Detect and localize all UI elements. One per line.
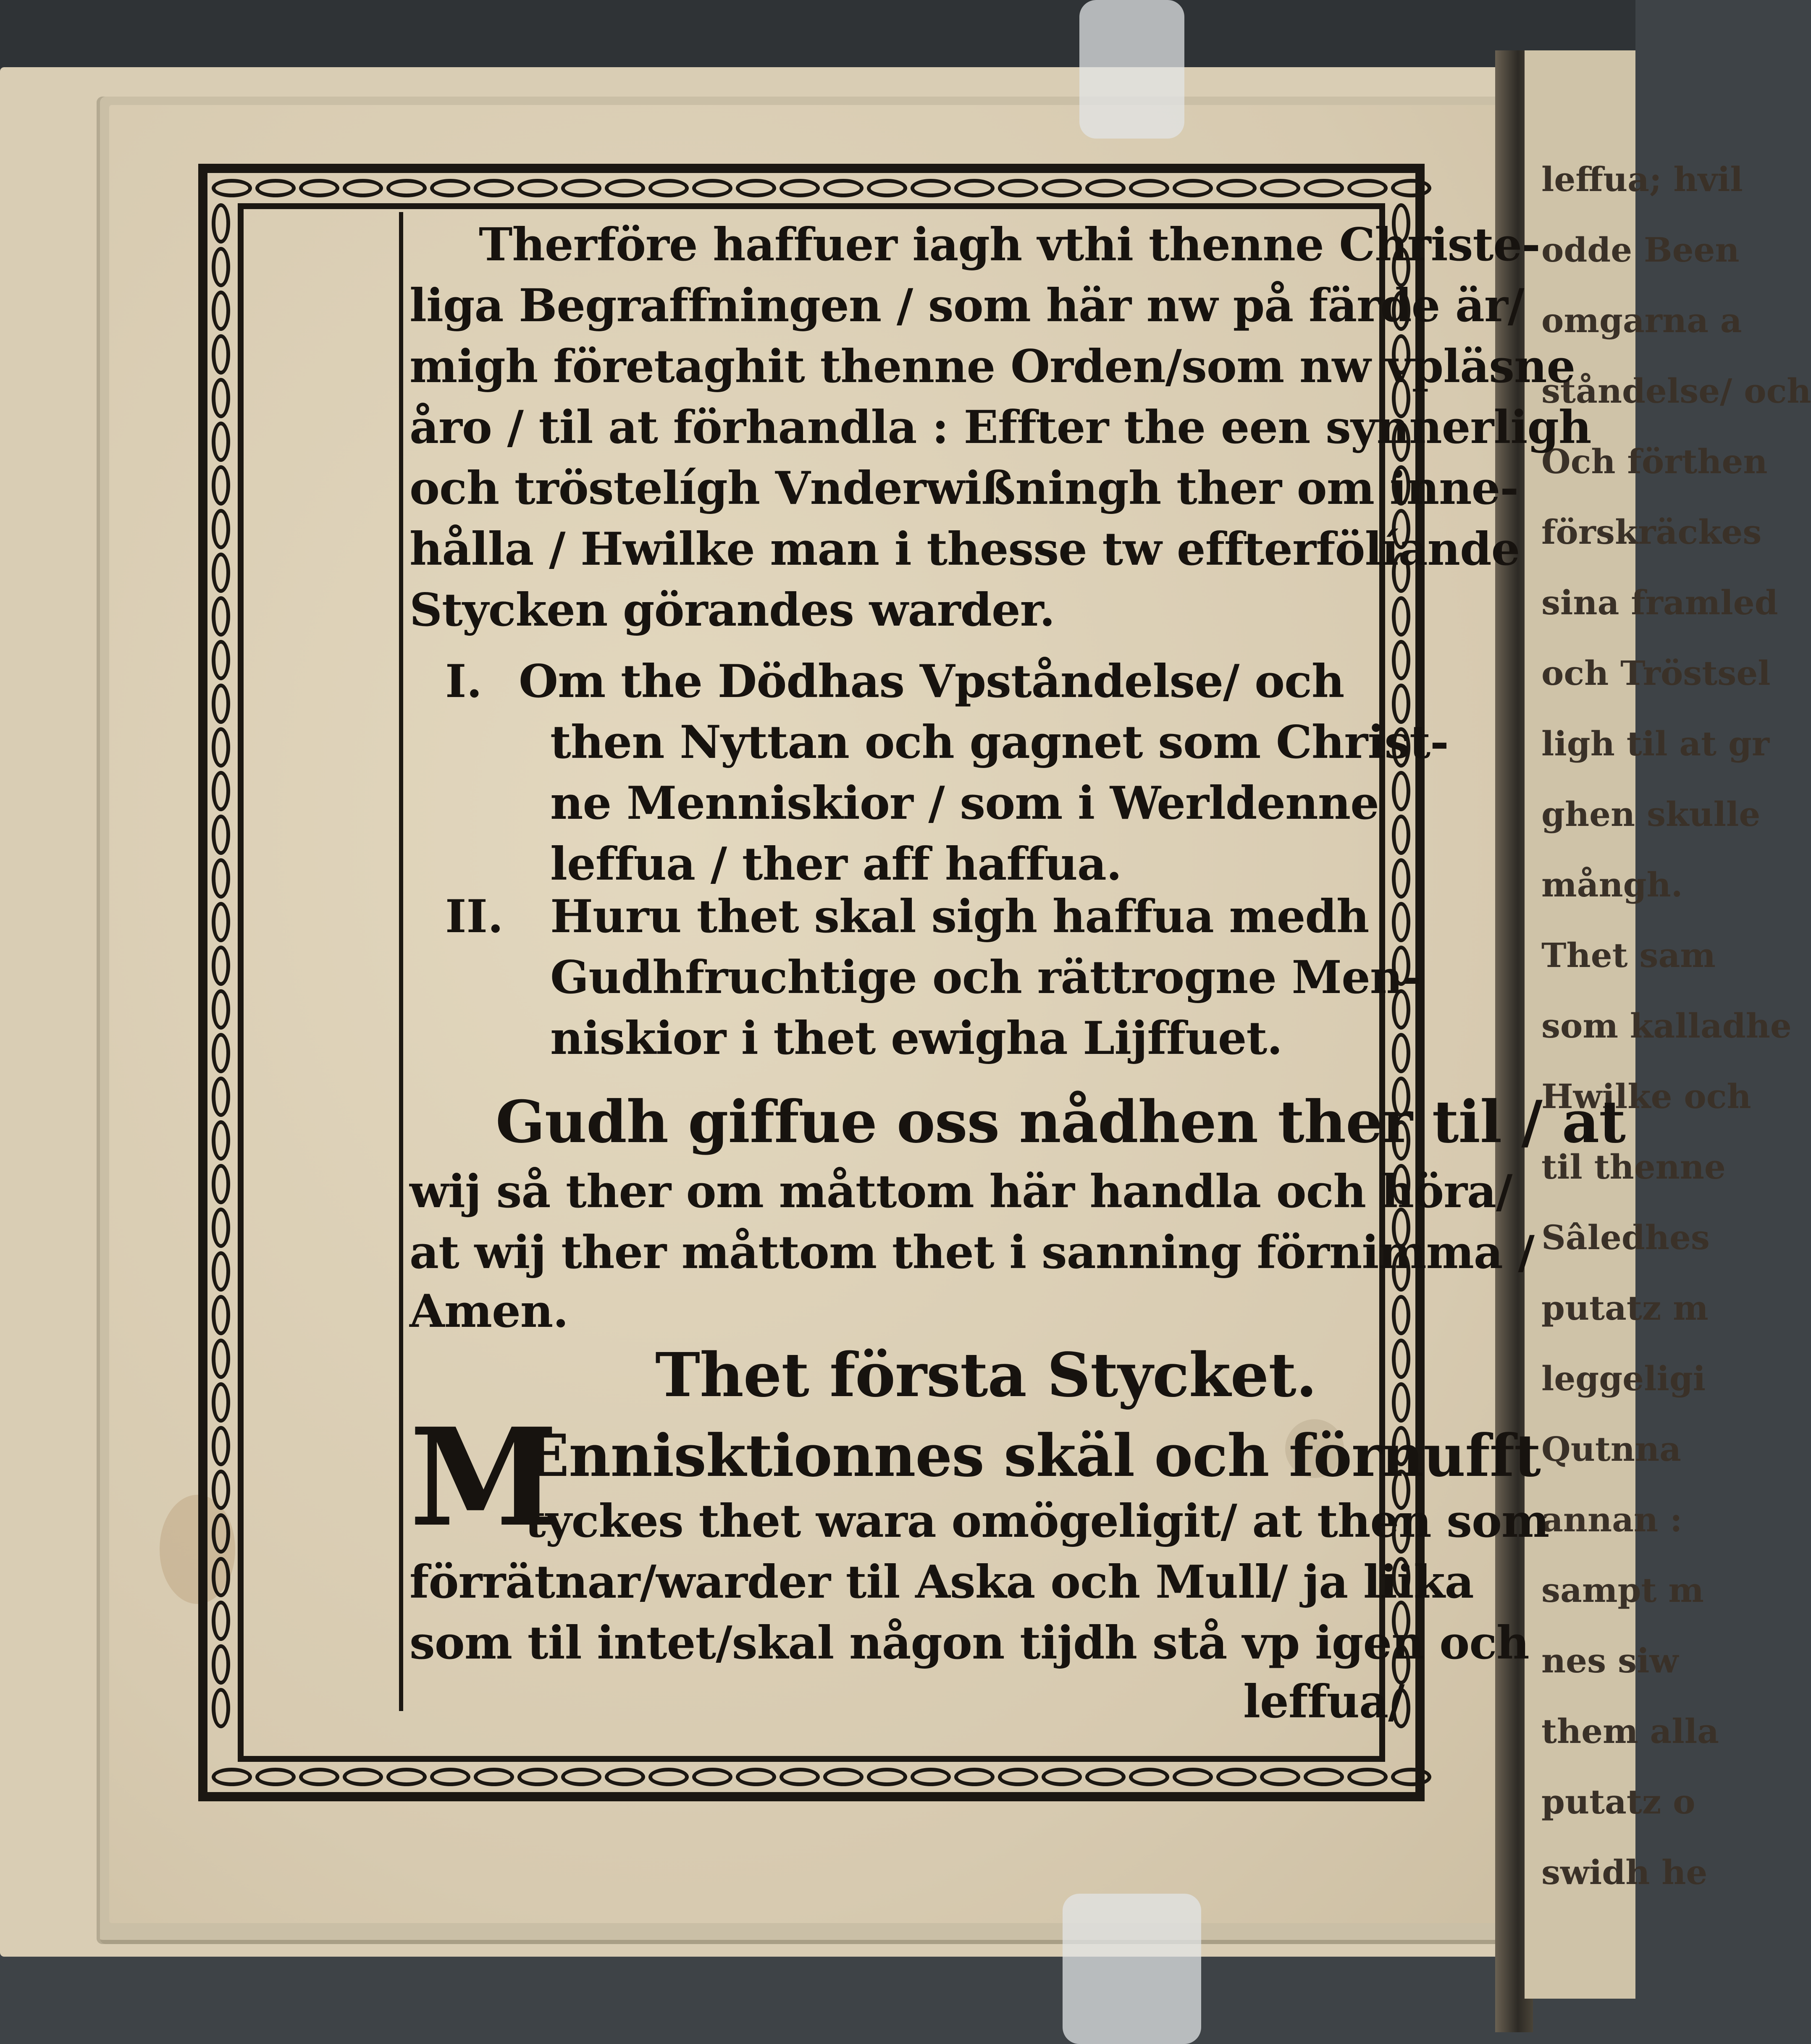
border-link-ornament — [561, 1768, 601, 1786]
facing-page-line: Sâledhes — [1541, 1218, 1710, 1257]
facing-page-line: putatz m — [1541, 1288, 1709, 1328]
border-chain-left — [208, 202, 234, 1764]
facing-page-line: Qutnna — [1541, 1429, 1681, 1469]
border-link-ornament — [212, 1164, 230, 1204]
border-link-ornament — [212, 858, 230, 899]
facing-page-line: mångh. — [1541, 865, 1683, 904]
border-link-ornament — [1392, 1295, 1410, 1335]
section-line: tyckes thet wara omögeligit/ at then som — [525, 1495, 1549, 1548]
border-link-ornament — [212, 1382, 230, 1423]
border-link-ornament — [648, 1768, 689, 1786]
border-link-ornament — [911, 179, 951, 197]
border-link-ornament — [212, 771, 230, 811]
border-link-ornament — [212, 684, 230, 724]
section-line: som til intet/skal någon tijdh stå vp igen och — [409, 1617, 1529, 1669]
border-link-ornament — [212, 378, 230, 418]
border-link-ornament — [1216, 1768, 1257, 1786]
border-link-ornament — [517, 1768, 558, 1786]
intro-line: och tröstelígh Vnderwißningh ther om inne- — [409, 462, 1519, 515]
facing-page-line: leggeligi — [1541, 1359, 1706, 1398]
facing-page-line: Thet sam — [1541, 936, 1716, 975]
border-link-ornament — [212, 902, 230, 942]
point-line: niskior i thet ewigha Lijffuet. — [550, 1012, 1282, 1065]
border-link-ornament — [386, 179, 427, 197]
border-link-ornament — [736, 179, 776, 197]
facing-page-line: leffua; hvil — [1541, 160, 1743, 199]
border-link-ornament — [1173, 179, 1213, 197]
border-link-ornament — [867, 179, 907, 197]
intro-line: liga Begraffningen / som här nw på färde är/ — [409, 279, 1524, 332]
border-link-ornament — [212, 1033, 230, 1073]
point-number: II. — [445, 890, 504, 943]
point-line: Gudhfruchtige och rättrogne Men- — [550, 951, 1421, 1004]
border-link-ornament — [823, 179, 864, 197]
facing-page-line: som kalladhe — [1541, 1006, 1792, 1046]
border-link-ornament — [780, 179, 820, 197]
prayer-line: Amen. — [409, 1285, 568, 1338]
border-link-ornament — [1391, 1768, 1431, 1786]
border-link-ornament — [386, 1768, 427, 1786]
section-line: förrätnar/warder til Aska och Mull/ ja liika — [409, 1556, 1474, 1609]
point-line: Huru thet skal sigh haffua medh — [550, 890, 1369, 943]
border-link-ornament — [212, 1601, 230, 1641]
border-link-ornament — [212, 1077, 230, 1117]
border-link-ornament — [212, 1644, 230, 1685]
border-link-ornament — [474, 179, 514, 197]
facing-page-line: ligh til at gr — [1541, 724, 1770, 763]
point-line: Om the Dödhas Vpståndelse/ och — [519, 655, 1344, 708]
border-link-ornament — [1304, 1768, 1344, 1786]
border-link-ornament — [212, 946, 230, 986]
border-link-ornament — [212, 989, 230, 1030]
border-link-ornament — [212, 465, 230, 506]
border-link-ornament — [1392, 1339, 1410, 1379]
border-link-ornament — [1392, 1382, 1410, 1423]
border-link-ornament — [998, 179, 1038, 197]
border-link-ornament — [692, 1768, 732, 1786]
border-link-ornament — [212, 1470, 230, 1510]
border-link-ornament — [212, 422, 230, 462]
prayer-line: Gudh giffue oss nådhen ther til / at — [496, 1088, 1625, 1156]
border-link-ornament — [561, 179, 601, 197]
border-link-ornament — [605, 1768, 645, 1786]
border-link-ornament — [299, 1768, 339, 1786]
border-link-ornament — [474, 1768, 514, 1786]
border-link-ornament — [1392, 858, 1410, 899]
border-link-ornament — [212, 1295, 230, 1335]
border-link-ornament — [1216, 179, 1257, 197]
border-link-ornament — [1129, 1768, 1169, 1786]
border-link-ornament — [212, 1513, 230, 1554]
border-link-ornament — [605, 179, 645, 197]
intro-line: migh företaghit thenne Orden/som nw vpläsne — [409, 340, 1575, 393]
drop-cap: M — [409, 1399, 559, 1557]
border-link-ornament — [212, 1557, 230, 1597]
border-link-ornament — [1392, 815, 1410, 855]
border-link-ornament — [517, 179, 558, 197]
border-link-ornament — [1304, 179, 1344, 197]
facing-page-line: sampt m — [1541, 1570, 1704, 1610]
border-chain-top — [210, 176, 1413, 201]
border-link-ornament — [1392, 771, 1410, 811]
facing-page-line: til thenne — [1541, 1147, 1726, 1187]
point-line: leffua / ther aff haffua. — [550, 838, 1122, 891]
facing-page-line: nes siw — [1541, 1641, 1679, 1680]
intro-line: Stycken görandes warder. — [409, 584, 1055, 637]
border-link-ornament — [212, 727, 230, 768]
border-link-ornament — [255, 179, 296, 197]
border-link-ornament — [343, 1768, 383, 1786]
border-link-ornament — [736, 1768, 776, 1786]
point-line: then Nyttan och gagnet som Christ- — [550, 716, 1449, 769]
prayer-line: wij så ther om måttom här handla och höra/ — [409, 1165, 1512, 1218]
border-link-ornament — [867, 1768, 907, 1786]
border-link-ornament — [255, 1768, 296, 1786]
border-link-ornament — [212, 1120, 230, 1161]
section-heading: Thet första Stycket. — [655, 1339, 1317, 1410]
border-link-ornament — [1085, 1768, 1126, 1786]
prayer-line: at wij ther måttom thet i sanning förnimma / — [409, 1226, 1534, 1279]
border-link-ornament — [212, 1208, 230, 1248]
border-link-ornament — [212, 815, 230, 855]
border-link-ornament — [212, 1688, 230, 1728]
point-number: I. — [445, 655, 483, 708]
border-link-ornament — [1347, 179, 1388, 197]
border-link-ornament — [212, 1339, 230, 1379]
intro-line: hålla / Hwilke man i thesse tw effterfölíande — [409, 523, 1520, 576]
page-clip-top — [1079, 0, 1184, 139]
border-link-ornament — [1260, 179, 1300, 197]
border-link-ornament — [212, 203, 230, 244]
border-link-ornament — [212, 179, 252, 197]
border-link-ornament — [212, 553, 230, 593]
facing-page-line: sina framled — [1541, 583, 1778, 622]
border-link-ornament — [430, 1768, 470, 1786]
border-link-ornament — [212, 1426, 230, 1466]
facing-page-line: putatz o — [1541, 1782, 1696, 1821]
border-link-ornament — [998, 1768, 1038, 1786]
border-link-ornament — [212, 596, 230, 637]
border-link-ornament — [212, 334, 230, 375]
section-line: leffua/ — [1243, 1675, 1404, 1728]
border-link-ornament — [1347, 1768, 1388, 1786]
border-link-ornament — [212, 1768, 252, 1786]
border-link-ornament — [1392, 902, 1410, 942]
intro-line: åro / til at förhandla : Effter the een synnerligh — [409, 401, 1591, 454]
facing-page-line: ståndelse/ och — [1541, 371, 1811, 411]
facing-page-line: ghen skulle — [1541, 794, 1761, 834]
border-link-ornament — [1042, 1768, 1082, 1786]
border-link-ornament — [212, 1251, 230, 1292]
facing-page-line: annan : — [1541, 1500, 1682, 1539]
facing-page-line: Hwilke och — [1541, 1077, 1751, 1116]
border-link-ornament — [1391, 179, 1431, 197]
border-link-ornament — [1392, 1033, 1410, 1073]
point-line: ne Menniskior / som i Werldenne — [550, 777, 1379, 830]
facing-page-line: förskräckes — [1541, 512, 1762, 552]
border-link-ornament — [692, 179, 732, 197]
border-link-ornament — [780, 1768, 820, 1786]
page-clip-bottom — [1063, 1894, 1201, 2044]
border-link-ornament — [954, 1768, 995, 1786]
facing-page-line: och Tröstsel — [1541, 653, 1771, 693]
border-link-ornament — [1173, 1768, 1213, 1786]
border-link-ornament — [954, 179, 995, 197]
border-link-ornament — [430, 179, 470, 197]
left-margin-rule — [399, 212, 403, 1711]
border-link-ornament — [212, 247, 230, 287]
border-link-ornament — [212, 640, 230, 680]
border-link-ornament — [212, 509, 230, 549]
border-link-ornament — [299, 179, 339, 197]
border-link-ornament — [1042, 179, 1082, 197]
border-chain-bottom — [210, 1764, 1413, 1790]
border-link-ornament — [1129, 179, 1169, 197]
border-link-ornament — [823, 1768, 864, 1786]
border-link-ornament — [648, 179, 689, 197]
border-link-ornament — [343, 179, 383, 197]
border-link-ornament — [1085, 179, 1126, 197]
border-link-ornament — [212, 291, 230, 331]
facing-page-line: omgarna a — [1541, 301, 1742, 340]
facing-page-line: Och förthen — [1541, 442, 1768, 481]
border-link-ornament — [1260, 1768, 1300, 1786]
facing-page-line: them alla — [1541, 1711, 1719, 1751]
border-link-ornament — [911, 1768, 951, 1786]
facing-page-line: odde Been — [1541, 230, 1740, 270]
section-line: Ennisktionnes skäl och förnufft — [525, 1421, 1541, 1490]
border-link-ornament — [1392, 640, 1410, 680]
intro-line: Therföre haffuer iagh vthi thenne Christe- — [479, 218, 1540, 271]
border-link-ornament — [1392, 596, 1410, 637]
facing-page-line: swidh he — [1541, 1853, 1708, 1892]
